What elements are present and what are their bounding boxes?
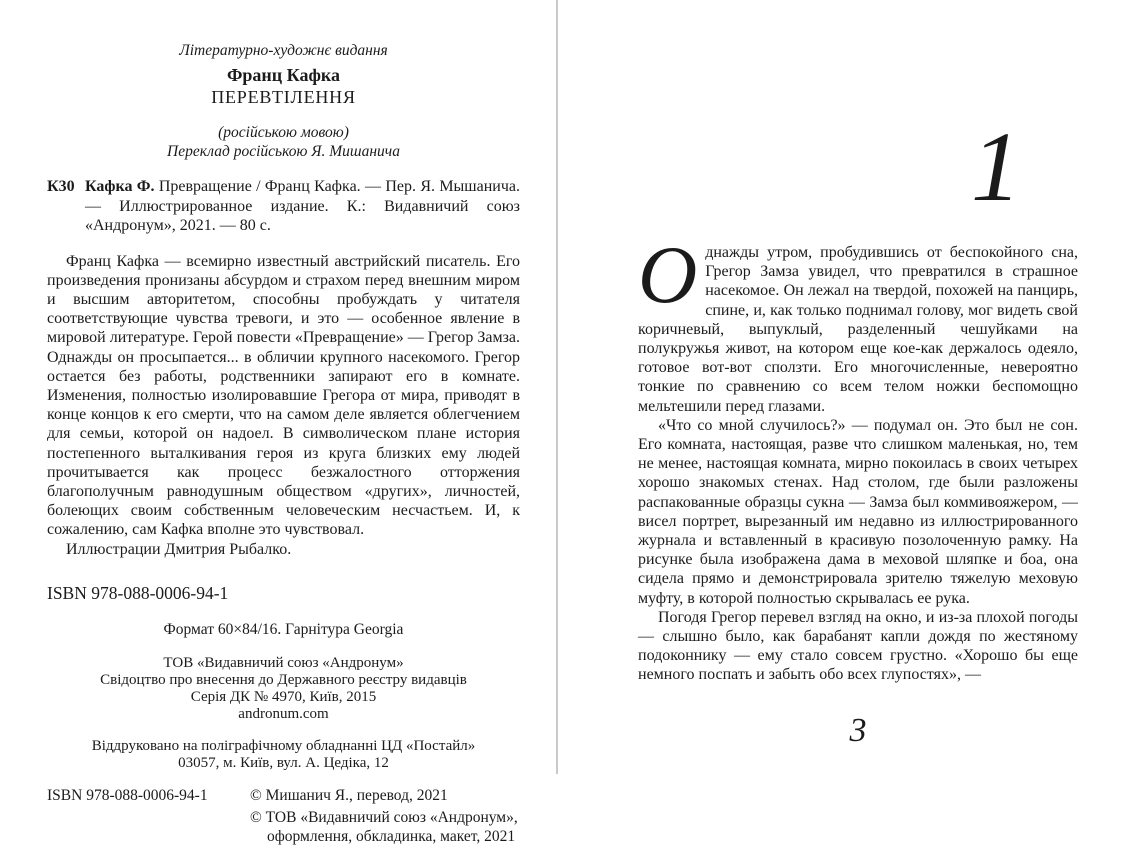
catalog-author: Кафка Ф.: [85, 178, 155, 195]
left-page-footer: [47, 786, 520, 846]
body-paragraph-2: «Что со мной случилось?» — подумал он. Это был не сон. Его комната, настоящая, разве что слишком маленькая, но, тем не менее, настоящая комната, мирно покоилась в своих четырех хорошо знакомых стенах. Над столом, где были разложены распакованные образцы сукна — Замза был коммивояжером, — висел портрет, вырезанный им недавно из иллюстрированного журнала и вставленный в красивую позолоченную рамку. На рисунке была изображена дама в меховой шляпке и боа, она сидела прямо и демонстрировала зрителю тяжелую меховую муфту, в которой полностью скрывалась ее рука.: [638, 416, 1078, 607]
drop-cap: О: [638, 229, 698, 320]
isbn: ISBN 978-088-0006-94-1: [47, 582, 229, 603]
language-note: (російською мовою): [218, 124, 349, 141]
body-paragraph-1: [638, 229, 1078, 416]
imprint-format-line: Формат 60×84/16. Гарнітура Georgia: [163, 620, 404, 638]
catalog-description: Превращение / Франц Кафка. — Пер. Я. Мышанича. — Иллюстрированное издание. К.: Видавничий союз «Андронум», 2021. — 80 с.: [85, 178, 520, 234]
print-facility: Віддруковано на поліграфічному обладнанні ЦД «Постайл»: [91, 737, 476, 754]
print-address: 03057, м. Київ, вул. А. Цедіка, 12: [178, 755, 389, 772]
chapter-body: [638, 229, 1078, 685]
publisher-certificate: Свідоцтво про внесення до Державного реєстру видавців: [100, 671, 467, 688]
left-page: [0, 0, 556, 845]
copyright-translation: © Мишанич Я., перевод, 2021: [250, 786, 448, 804]
chapter-number: 1: [971, 111, 1021, 222]
right-page: [558, 0, 1123, 774]
copyright-block: [250, 786, 518, 846]
translator-note: Переклад російською Я. Мишанича: [167, 143, 400, 160]
author-name: Франц Кафка: [226, 65, 341, 85]
imprint-print-block: [47, 738, 520, 773]
body-paragraph-3: Погодя Грегор перевел взгляд на окно, и из-за плохой погоды — слышно было, как барабанят капли дождя по жестяному подоконнику — ему стало совсем грустно. «Хорошо бы еще немного поспать и забыть обо всех глупостях», —: [638, 608, 1078, 684]
book-title: ПЕРЕВТІЛЕННЯ: [211, 87, 356, 107]
page-number: 3: [849, 712, 867, 749]
copyright-publisher: [250, 808, 518, 846]
illustrations-credit: Иллюстрации Дмитрия Рыбалко.: [66, 540, 292, 558]
catalog-code: К30: [47, 178, 75, 195]
catalog-entry: [47, 177, 520, 236]
copyright-publisher-line2: оформлення, обкладинка, макет, 2021: [267, 827, 516, 845]
paragraph-1-text: днажды утром, пробудившись от беспокойного сна, Грегор Замза увидел, что превратился в страшное насекомое. Он лежал на твердой, похожей на панцирь, спине, и, как только поднимал голову, мог видеть свой коричневый, выпуклый, разделенный чешуйками на полукружья живот, на котором еще кое-как держалось одеяло, готовое вот-вот сползти. Его многочисленные, невероятно тонкие по сравнению со всем телом ножки беспомощно мельтешили перед глазами.: [638, 244, 1078, 415]
left-page-header: [47, 40, 520, 161]
imprint-publisher-block: [47, 655, 520, 723]
publisher-website: andronum.com: [238, 705, 329, 722]
copyright-publisher-line1: © ТОВ «Видавничий союз «Андронум»,: [250, 808, 518, 826]
annotation: Франц Кафка — всемирно известный австрийский писатель. Его произведения пронизаны абсурдом и страхом перед внешним миром и высшим авторитетом, способны пробуждать у читателя соответствующие чувства тревоги, и это — особенное явление в мировой литературе. Герой повести «Превращение» — Грегор Замза. Однажды он просыпается... в обличии крупного насекомого. Грегор остается без работы, родственники запирают его в комнате. Изменения, полностью изолировавшие Грегора от мира, приводят в конце концов к его смерти, что на самом деле является облегчением для семьи, которой он надоел. В символическом плане история постепенного выталкивания героя из круга близких ему людей прочитывается как процесс безжалостного отторжения благополучным равнодушным обществом «других», личностей, болеющих своим собственным человеческим несчастьем. И, к сожалению, сам Кафка вполне это чувствовал.: [47, 252, 520, 539]
edition-note: Літературно-художнє видання: [179, 42, 388, 59]
footer-isbn: ISBN 978-088-0006-94-1: [47, 786, 208, 804]
publisher-name: ТОВ «Видавничий союз «Андронум»: [163, 654, 404, 671]
publisher-series: Серія ДК № 4970, Київ, 2015: [190, 688, 377, 705]
